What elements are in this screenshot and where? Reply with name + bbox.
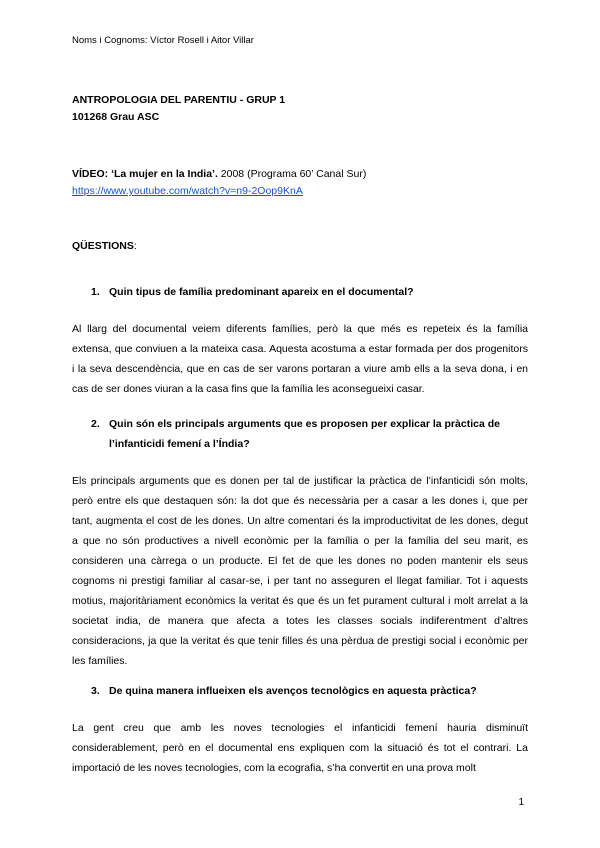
authors-line: Noms i Cognoms: Víctor Rosell i Aitor Villar <box>72 35 254 46</box>
question-2 <box>91 414 529 454</box>
answer-1: Al llarg del documental veiem diferents famílies, però la que més es repeteix és la família extensa, que conviuen a la mateixa casa. Aquesta acostuma a estar formada per dos progenitors i la seva descendència, que en cas de ser varons portaran a viure amb ells a la seva dona, i en cas de ser dones viuran a la casa fins que la família les aconsegueixi casar. <box>72 323 528 395</box>
question-number: 3. <box>91 685 100 697</box>
question-text: De quina manera influeixen els avenços tecnològics en aquesta pràctica? <box>109 685 477 697</box>
questions-heading-text: QÜESTIONS <box>72 240 134 252</box>
video-link-line <box>72 183 366 200</box>
video-link[interactable]: https://www.youtube.com/watch?v=n9-2Oop9KnA <box>72 185 303 197</box>
video-title: VÍDEO: ‘La mujer en la India’. <box>72 168 218 180</box>
question-number: 1. <box>91 286 100 298</box>
questions-heading-colon: : <box>133 240 137 252</box>
answer-3: La gent creu que amb les noves tecnologies el infanticidi femení hauria disminuït considerablement, però en el documental ens expliquen com la situació és tot el contrari. La importació de les noves tecnologies, com la ecografia, s’ha convertit en una prova molt <box>72 722 528 774</box>
course-code: 101268 Grau ASC <box>72 111 160 123</box>
video-line <box>72 166 366 183</box>
video-details: 2008 (Programa 60’ Canal Sur) <box>217 168 367 180</box>
question-1 <box>91 282 529 302</box>
question-number: 2. <box>91 418 100 430</box>
video-reference <box>72 166 366 200</box>
title-block <box>72 92 285 126</box>
question-3 <box>91 681 529 701</box>
answer-2: Els principals arguments que es donen per tal de justificar la pràctica de l’infanticidi són molts, però entre els que destaquen són: la dot que és necessària per a casar a les dones i, que per tant, augmenta el cost de les dones. Un altre comentari és la improductivitat de les dones, degut a que no són productives a nivell econòmic per la família o per la família del seu marit, es consideren una càrrega o un producte. El fet de que les dones no poden mantenir els seus cognoms ni prestigi familiar al casar-se, i per tant no asseguren el llegat familiar. Tot i aquests motius, majoritàriament econòmics la veritat és que és un fet purament cultural i molt arrelat a la societat india, de manera que afecta a totes les classes socials indiferentment d’altres consideracions, ja que la veritat és que tenir filles és una pèrdua de prestigi social i econòmic per les famílies. <box>72 475 528 667</box>
question-text: Quin són els principals arguments que es proposen per explicar la pràctica de l’infanticidi femení a l’Índia? <box>109 418 500 450</box>
questions-heading <box>72 240 137 252</box>
question-text: Quin tipus de família predominant apareix en el documental? <box>109 286 414 298</box>
page-number: 1 <box>518 797 524 808</box>
course-title: ANTROPOLOGIA DEL PARENTIU - GRUP 1 <box>72 94 286 106</box>
document-header <box>72 35 254 46</box>
